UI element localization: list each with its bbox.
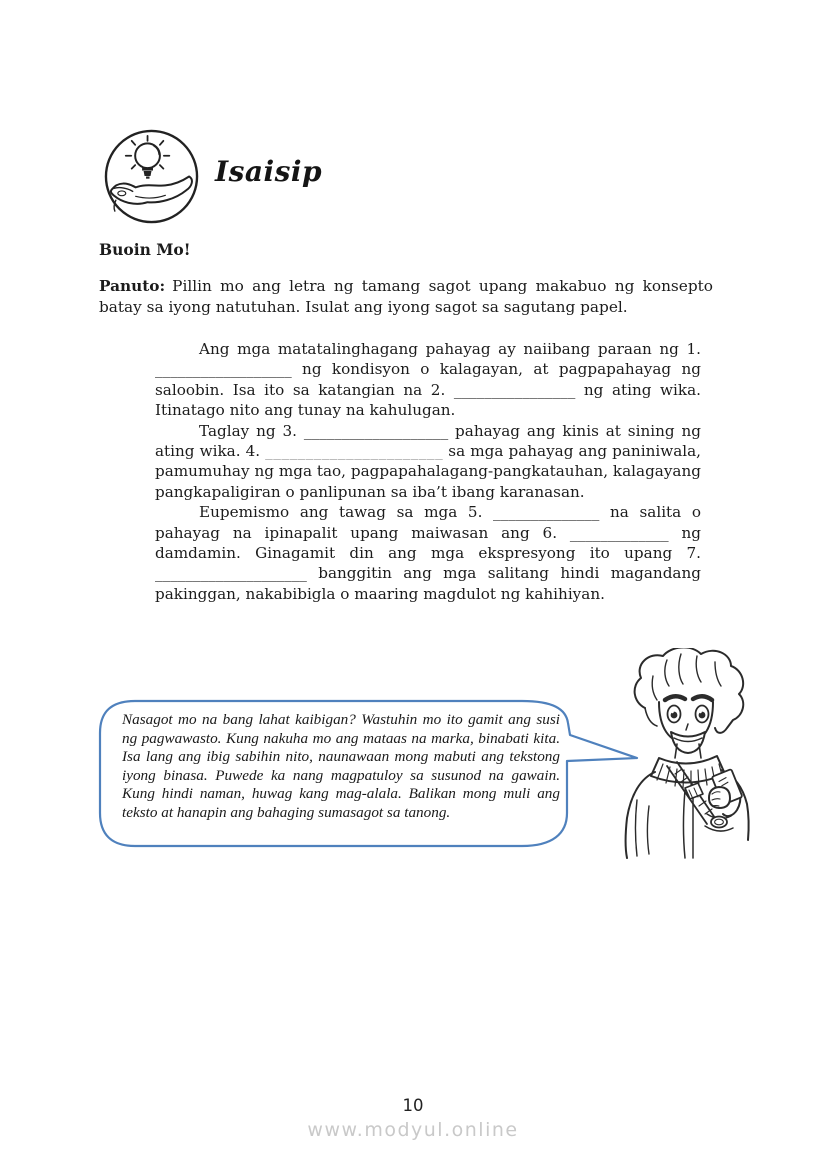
student-character-illustration bbox=[615, 648, 760, 860]
page-title: Isaisip bbox=[215, 155, 323, 188]
activity-heading: Buoin Mo! bbox=[99, 240, 191, 259]
directions-text: Pillin mo ang letra ng tamang sagot upang makabuo ng konsepto batay sa iyong natutuhan. Isulat ang iyong sagot sa sagutang papel. bbox=[99, 277, 713, 316]
watermark: www.modyul.online bbox=[307, 1119, 519, 1141]
speech-bubble bbox=[97, 698, 642, 850]
page-number: 10 bbox=[402, 1096, 424, 1115]
passage-paragraph-1: Ang mga matatalinghagang pahayag ay naiibang paraan ng 1. __________________ ng kondisyon o kalagayan, at pagpapahayag ng saloobin. Isa ito sa katangian na 2. ________________ ng ating wika. Itinatago nito ang tunay na kahulugan. bbox=[155, 340, 701, 420]
passage-paragraph-2-text: Taglay ng 3. ___________________ pahayag ang kinis at sining ng ating wika. 4. bbox=[155, 421, 701, 461]
cloze-passage bbox=[155, 339, 701, 604]
passage-paragraph-2-text-cont: sa mga pahayag ang paniniwala, pamumuhay ng mga tao, pagpapahalagang-pangkatauhan, kalagayang pangkapaligiran o panlipunan sa iba’t ibang karanasan. bbox=[155, 442, 701, 501]
blank-line-4: ______________________ bbox=[265, 442, 444, 461]
speech-bubble-text: Nasagot mo na bang lahat kaibigan? Wastuhin mo ito gamit ang susi ng pagwawasto. Kung nakuha mo ang mataas na marka, binabati kita. Isa lang ang ibig sabihin nito, naunawaan mong mabuti ang tekstong iyong binasa. Puwede ka nang magpatuloy sa susunod na gawain. Kung hindi naman, huwag kang mag-alala. Balikan mong muli ang teksto at hanapin ang bahaging sumasagot sa tanong. bbox=[122, 711, 560, 821]
passage-paragraph-2 bbox=[155, 421, 701, 503]
passage-paragraph-3: Eupemismo ang tawag sa mga 5. ______________ na salita o pahayag na ipinapalit upang maiwasan ang 6. _____________ ng damdamin. Ginagamit din ang mga ekspresyong ito upang 7. ____________________ banggitin ang mga salitang hindi magandang pakinggan, nakabibigla o maaring magdulot ng kahihiyan. bbox=[155, 503, 701, 603]
hand-lightbulb-icon bbox=[102, 127, 201, 226]
directions-label: Panuto: bbox=[99, 277, 166, 295]
directions bbox=[99, 276, 713, 318]
